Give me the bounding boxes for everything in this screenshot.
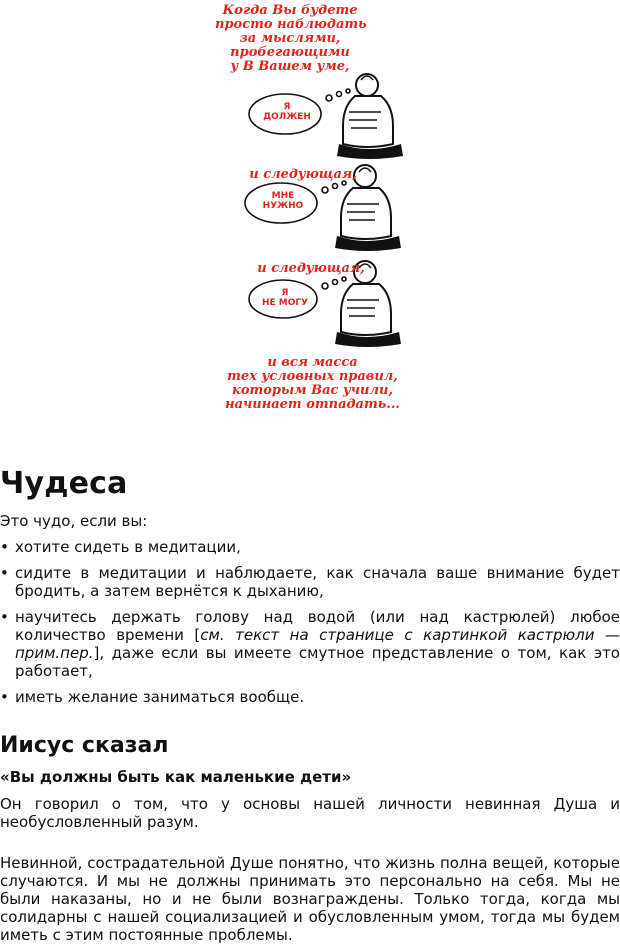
caption-line: за мыслями,: [239, 31, 341, 46]
thought-line: ДОЛЖЕН: [263, 112, 311, 122]
section-intro: Это чудо, если вы:: [0, 512, 148, 530]
thought-line: Я: [283, 102, 291, 112]
list-item-text: ], даже если вы имеете смутное представление о том, как это работает,: [15, 644, 620, 680]
meditation-illustration: [215, 0, 415, 420]
caption-line: Когда Вы будете: [222, 3, 358, 18]
thought-text-2: [253, 191, 313, 211]
list-item-text: сидите в медитации и наблюдаете, как сначала ваше внимание будет бродить, а затем вернётся к дыханию,: [15, 564, 620, 600]
translator-note: см. текст на странице с картинкой кастрюли — прим.пер.: [15, 626, 620, 662]
thought-line: НЕ МОГУ: [261, 298, 309, 308]
thought-line: МНЕ: [271, 191, 295, 201]
caption-line: и следующая,: [257, 261, 365, 276]
thought-line: Я: [281, 288, 289, 298]
list-item: [0, 688, 620, 706]
caption-line: просто наблюдать: [215, 17, 367, 32]
miracles-list: [0, 538, 620, 714]
caption-and-next-1: [243, 168, 363, 182]
caption-line: тех условных правил,: [227, 369, 398, 384]
thought-text-1: [257, 102, 317, 122]
list-item-text: иметь желание заниматься вообще.: [15, 688, 305, 706]
list-item-text: научитесь держать голову над водой (или над кастрюлей) любое количество времени [: [15, 608, 620, 644]
caption-line: и вся масса: [267, 355, 358, 370]
meditating-figure-1: [337, 74, 403, 159]
caption-line: пробегающими: [230, 45, 350, 60]
paragraph: Он говорил о том, что у основы нашей личности невинная Душа и необусловленный разум.: [0, 795, 620, 831]
thought-line: НУЖНО: [262, 201, 304, 211]
caption-when-you-observe: [215, 4, 365, 74]
thought-text-3: [255, 288, 315, 308]
caption-line: которым Вас учили,: [232, 383, 393, 398]
list-item: [0, 608, 620, 680]
caption-line: и следующая,: [249, 167, 357, 182]
list-item: [0, 538, 620, 556]
section-title-miracles: Чудеса: [0, 466, 128, 501]
list-item: [0, 564, 620, 600]
caption-and-next-2: [251, 262, 371, 276]
section-title-jesus-said: Иисус сказал: [0, 733, 169, 758]
quote: «Вы должны быть как маленькие дети»: [0, 768, 352, 786]
caption-line: у В Вашем уме,: [230, 59, 350, 74]
paragraph: Невинной, сострадательной Душе понятно, что жизнь полна вещей, которые случаются. И мы не должны принимать это персонально на себя. Мы не были наказаны, но и не были вознаграждены. Только тогда, когда мы солидарны с нашей социализацией и обусловленным умом, тогда мы будем иметь с этим постоянные проблемы.: [0, 854, 620, 944]
caption-rules-fall-away: [225, 356, 400, 412]
list-item-text: хотите сидеть в медитации,: [15, 538, 241, 556]
caption-line: начинает отпадать...: [225, 397, 400, 412]
